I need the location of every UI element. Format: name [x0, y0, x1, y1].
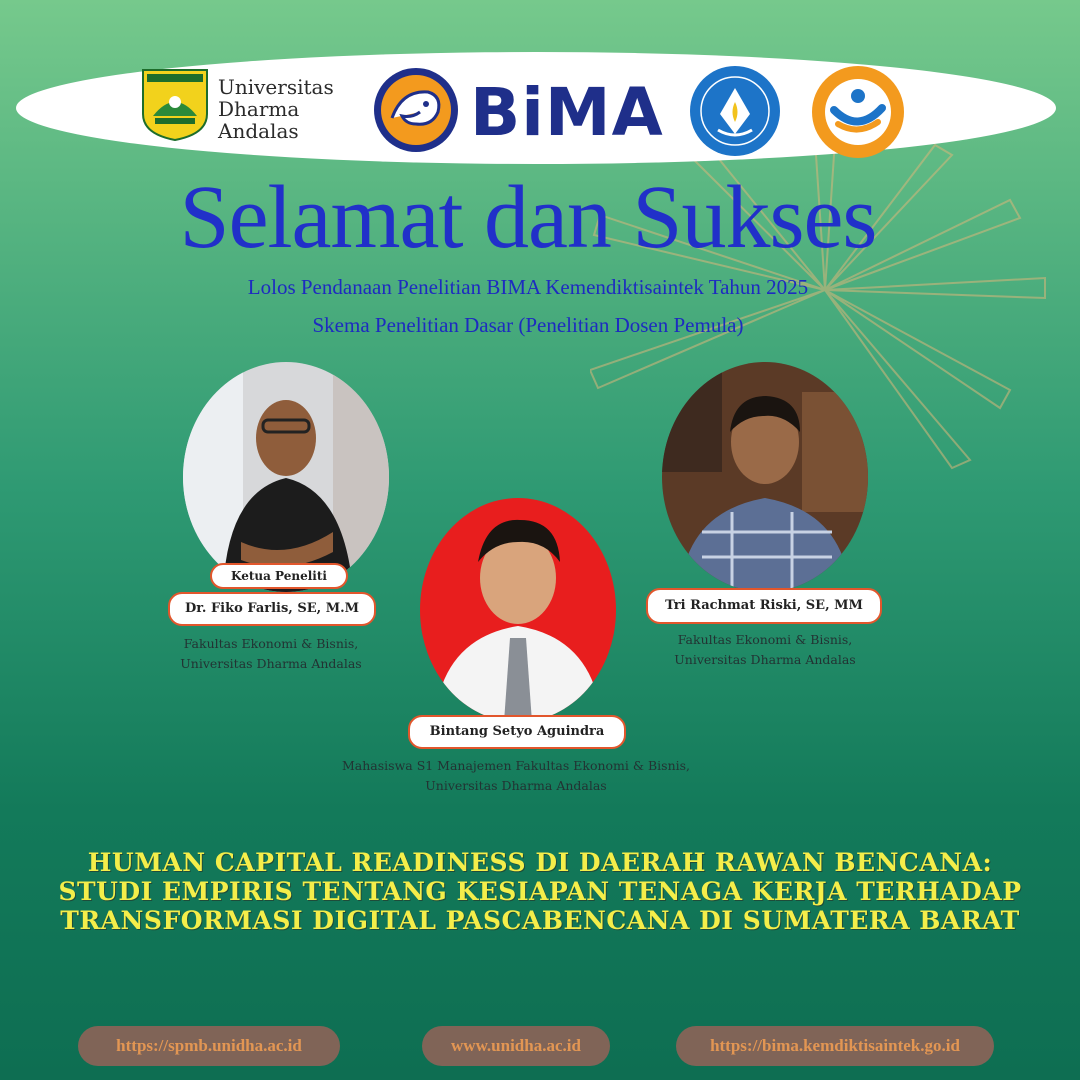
link-unidha[interactable]: www.unidha.ac.id — [422, 1026, 610, 1066]
bima-wordmark: BiMA — [470, 74, 664, 151]
university-name-line: Universitas — [218, 75, 334, 99]
role-label-ketua-peneliti: Ketua Peneliti — [210, 563, 348, 589]
researcher-affiliation-tri — [650, 630, 880, 670]
affiliation-line: Universitas Dharma Andalas — [674, 652, 856, 667]
tut-wuri-handayani-logo-icon — [688, 64, 782, 158]
university-crest-icon — [141, 68, 209, 142]
affiliation-line: Fakultas Ekonomi & Bisnis, — [677, 632, 853, 647]
affiliation-line: Universitas Dharma Andalas — [425, 778, 607, 793]
researcher-name-fiko: Dr. Fiko Farlis, SE, M.M — [168, 592, 376, 626]
researcher-name-tri: Tri Rachmat Riski, SE, MM — [646, 588, 882, 624]
subtitle-scheme: Skema Penelitian Dasar (Penelitian Dosen Pemula) — [312, 313, 744, 337]
subtitle-funding: Lolos Pendanaan Penelitian BIMA Kemendiktisaintek Tahun 2025 — [247, 275, 809, 299]
university-name-line: Andalas — [218, 119, 299, 143]
university-name — [218, 76, 334, 142]
research-title-line: TRANSFORMASI DIGITAL PASCABENCANA DI SUMATERA BARAT — [60, 906, 1020, 935]
researcher-photo-bintang — [420, 498, 616, 722]
research-title — [0, 848, 1080, 935]
affiliation-line: Fakultas Ekonomi & Bisnis, — [183, 636, 359, 651]
researcher-photo-tri — [662, 362, 868, 592]
researcher-affiliation-fiko — [156, 634, 386, 674]
headline: Selamat dan Sukses — [179, 168, 877, 267]
affiliation-line: Universitas Dharma Andalas — [180, 656, 362, 671]
affiliation-line: Mahasiswa S1 Manajemen Fakultas Ekonomi & Bisnis, — [341, 758, 691, 773]
diktisaintek-berdampak-logo-icon — [808, 64, 908, 160]
research-title-line: HUMAN CAPITAL READINESS DI DAERAH RAWAN BENCANA: — [87, 848, 993, 877]
researcher-photo-fiko — [183, 362, 389, 592]
research-title-line: STUDI EMPIRIS TENTANG KESIAPAN TENAGA KERJA TERHADAP — [58, 877, 1022, 906]
university-name-line: Dharma — [218, 97, 300, 121]
bima-emblem-icon — [372, 66, 460, 154]
researcher-name-bintang: Bintang Setyo Aguindra — [408, 715, 626, 749]
link-spmb[interactable]: https://spmb.unidha.ac.id — [78, 1026, 340, 1066]
researcher-affiliation-bintang — [336, 756, 696, 796]
link-bima[interactable]: https://bima.kemdiktisaintek.go.id — [676, 1026, 994, 1066]
